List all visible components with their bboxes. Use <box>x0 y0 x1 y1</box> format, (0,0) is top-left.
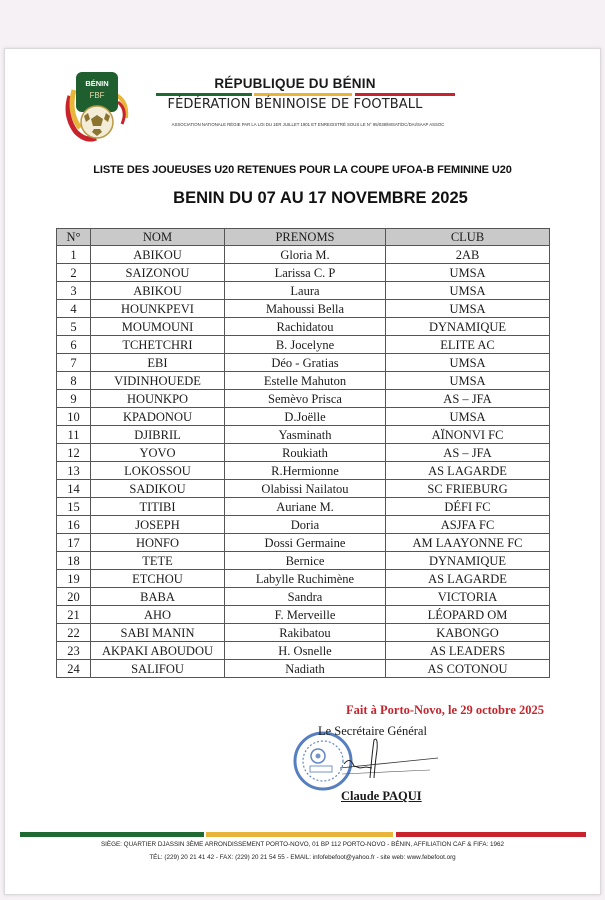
row-prenoms: Nadiath <box>225 660 386 678</box>
row-number: 17 <box>57 534 91 552</box>
row-club: UMSA <box>386 372 550 390</box>
header-prenoms: PRENOMS <box>225 229 386 246</box>
header-number: N° <box>57 229 91 246</box>
row-prenoms: Doria <box>225 516 386 534</box>
row-number: 21 <box>57 606 91 624</box>
row-prenoms: Estelle Mahuton <box>225 372 386 390</box>
row-number: 22 <box>57 624 91 642</box>
row-number: 5 <box>57 318 91 336</box>
row-prenoms: H. Osnelle <box>225 642 386 660</box>
association-line: ASSOCIATION NATIONALE RÉGIE PAR LA LOI DU 1ER JUILLET 1901 ET ENREGISTRÉ SOUS LE N° 95/038/MISAT/DC/DAI/SAAP ASSOC <box>171 122 445 127</box>
row-prenoms: Larissa C. P <box>225 264 386 282</box>
table-row <box>57 462 550 480</box>
row-club: AS LAGARDE <box>386 462 550 480</box>
footer-line-yellow <box>206 832 393 837</box>
row-prenoms: Déo - Gratias <box>225 354 386 372</box>
list-title: LISTE DES JOUEUSES U20 RETENUES POUR LA COUPE UFOA-B FEMININE U20 <box>93 164 512 176</box>
row-prenoms: Rakibatou <box>225 624 386 642</box>
table-row <box>57 264 550 282</box>
footer-line-red <box>396 832 586 837</box>
row-number: 19 <box>57 570 91 588</box>
row-number: 9 <box>57 390 91 408</box>
row-number: 20 <box>57 588 91 606</box>
row-nom: HONFO <box>91 534 225 552</box>
handwritten-signature-icon <box>330 734 440 784</box>
row-prenoms: Olabissi Nailatou <box>225 480 386 498</box>
row-prenoms: Sandra <box>225 588 386 606</box>
header-nom: NOM <box>91 229 225 246</box>
table-row <box>57 606 550 624</box>
row-number: 15 <box>57 498 91 516</box>
row-nom: SABI MANIN <box>91 624 225 642</box>
row-club: AS LEADERS <box>386 642 550 660</box>
republic-title: RÉPUBLIQUE DU BÉNIN <box>214 76 376 91</box>
table-row <box>57 426 550 444</box>
row-nom: MOUMOUNI <box>91 318 225 336</box>
table-row <box>57 318 550 336</box>
row-number: 3 <box>57 282 91 300</box>
row-club: 2AB <box>386 246 550 264</box>
row-prenoms: Yasminath <box>225 426 386 444</box>
row-nom: YOVO <box>91 444 225 462</box>
row-club: VICTORIA <box>386 588 550 606</box>
row-nom: LOKOSSOU <box>91 462 225 480</box>
federation-title: FÉDÉRATION BÉNINOISE DE FOOTBALL <box>167 97 423 112</box>
row-nom: ETCHOU <box>91 570 225 588</box>
table-header-row <box>57 229 550 246</box>
row-nom: BABA <box>91 588 225 606</box>
row-prenoms: Bernice <box>225 552 386 570</box>
table-row <box>57 372 550 390</box>
table-row <box>57 660 550 678</box>
row-club: DYNAMIQUE <box>386 552 550 570</box>
row-prenoms: R.Hermionne <box>225 462 386 480</box>
row-prenoms: B. Jocelyne <box>225 336 386 354</box>
row-prenoms: D.Joëlle <box>225 408 386 426</box>
row-number: 7 <box>57 354 91 372</box>
row-club: ELITE AC <box>386 336 550 354</box>
flag-line-red <box>355 93 455 96</box>
table-row <box>57 444 550 462</box>
list-subtitle: BENIN DU 07 AU 17 NOVEMBRE 2025 <box>173 189 468 207</box>
footer-contact: TÉL: (229) 20 21 41 42 - FAX: (229) 20 21 54 55 - EMAIL: infofebefoot@yahoo.fr - site web: www.febefoot.org <box>149 854 456 861</box>
row-club: AM LAAYONNE FC <box>386 534 550 552</box>
row-number: 13 <box>57 462 91 480</box>
row-prenoms: Labylle Ruchimène <box>225 570 386 588</box>
row-prenoms: Auriane M. <box>225 498 386 516</box>
table-row <box>57 336 550 354</box>
footer-line-green <box>20 832 204 837</box>
row-number: 23 <box>57 642 91 660</box>
row-prenoms: F. Merveille <box>225 606 386 624</box>
logo-top-text: BÉNIN <box>85 79 109 88</box>
players-table <box>56 228 550 678</box>
table-row <box>57 246 550 264</box>
row-prenoms: Dossi Germaine <box>225 534 386 552</box>
table-row <box>57 516 550 534</box>
row-nom: KPADONOU <box>91 408 225 426</box>
row-club: KABONGO <box>386 624 550 642</box>
row-nom: HOUNKPO <box>91 390 225 408</box>
row-number: 6 <box>57 336 91 354</box>
row-club: UMSA <box>386 282 550 300</box>
row-nom: AHO <box>91 606 225 624</box>
row-nom: EBI <box>91 354 225 372</box>
row-nom: SAIZONOU <box>91 264 225 282</box>
table-row <box>57 642 550 660</box>
row-number: 16 <box>57 516 91 534</box>
signatory-name: Claude PAQUI <box>341 789 422 803</box>
header-club: CLUB <box>386 229 550 246</box>
row-number: 18 <box>57 552 91 570</box>
table-row <box>57 588 550 606</box>
row-club: UMSA <box>386 264 550 282</box>
footer-address: SIÈGE: QUARTIER DJASSIN 3ÈME ARRONDISSEMENT PORTO-NOVO, 01 BP 112 PORTO-NOVO - BÉNIN, AFFILIATION CAF & FIFA: 1962 <box>100 841 505 848</box>
row-number: 11 <box>57 426 91 444</box>
table-row <box>57 624 550 642</box>
row-club: SC FRIEBURG <box>386 480 550 498</box>
logo-bottom-text: FBF <box>89 91 105 100</box>
row-prenoms: Mahoussi Bella <box>225 300 386 318</box>
row-club: AS COTONOU <box>386 660 550 678</box>
table-row <box>57 534 550 552</box>
row-number: 1 <box>57 246 91 264</box>
fbf-logo-icon <box>62 66 132 146</box>
table-row <box>57 552 550 570</box>
row-prenoms: Gloria M. <box>225 246 386 264</box>
row-nom: ABIKOU <box>91 282 225 300</box>
row-club: AS LAGARDE <box>386 570 550 588</box>
row-nom: SALIFOU <box>91 660 225 678</box>
row-number: 24 <box>57 660 91 678</box>
row-number: 12 <box>57 444 91 462</box>
row-number: 4 <box>57 300 91 318</box>
table-row <box>57 354 550 372</box>
row-number: 14 <box>57 480 91 498</box>
row-prenoms: Roukiath <box>225 444 386 462</box>
row-prenoms: Rachidatou <box>225 318 386 336</box>
table-row <box>57 570 550 588</box>
row-club: UMSA <box>386 300 550 318</box>
row-club: ASJFA FC <box>386 516 550 534</box>
table-row <box>57 408 550 426</box>
row-nom: HOUNKPEVI <box>91 300 225 318</box>
place-date: Fait à Porto-Novo, le 29 octobre 2025 <box>346 703 544 717</box>
row-club: AS – JFA <box>386 390 550 408</box>
row-club: DÉFI FC <box>386 498 550 516</box>
flag-line-green <box>156 93 252 96</box>
table-row <box>57 390 550 408</box>
row-nom: JOSEPH <box>91 516 225 534</box>
row-club: AÏNONVI FC <box>386 426 550 444</box>
signatory-role: Le Secrétaire Général <box>318 724 427 738</box>
row-club: AS – JFA <box>386 444 550 462</box>
row-number: 2 <box>57 264 91 282</box>
row-number: 8 <box>57 372 91 390</box>
row-nom: TETE <box>91 552 225 570</box>
row-club: UMSA <box>386 354 550 372</box>
row-club: DYNAMIQUE <box>386 318 550 336</box>
row-nom: TITIBI <box>91 498 225 516</box>
row-nom: VIDINHOUEDE <box>91 372 225 390</box>
row-nom: SADIKOU <box>91 480 225 498</box>
row-nom: TCHETCHRI <box>91 336 225 354</box>
row-nom: DJIBRIL <box>91 426 225 444</box>
row-club: LÉOPARD OM <box>386 606 550 624</box>
row-number: 10 <box>57 408 91 426</box>
row-nom: ABIKOU <box>91 246 225 264</box>
table-row <box>57 300 550 318</box>
row-prenoms: Laura <box>225 282 386 300</box>
table-row <box>57 282 550 300</box>
row-nom: AKPAKI ABOUDOU <box>91 642 225 660</box>
table-row <box>57 480 550 498</box>
table-row <box>57 498 550 516</box>
row-prenoms: Semèvo Prisca <box>225 390 386 408</box>
row-club: UMSA <box>386 408 550 426</box>
flag-line-yellow <box>254 93 352 96</box>
